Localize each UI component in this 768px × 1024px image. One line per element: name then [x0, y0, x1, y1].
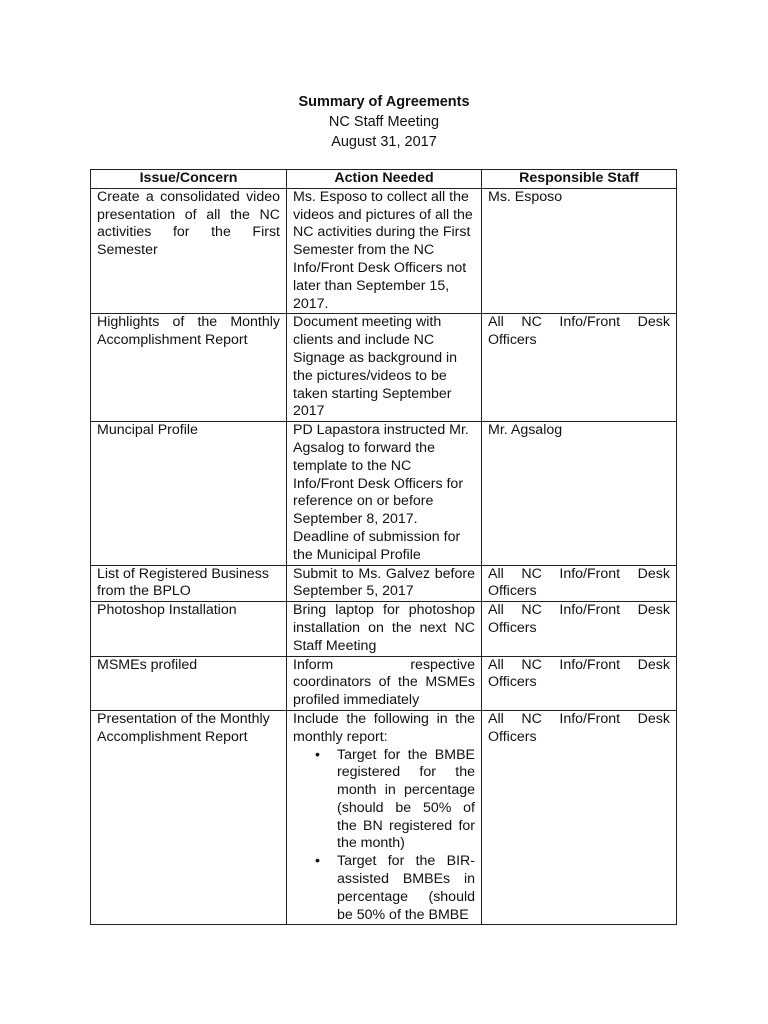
document-header [0, 92, 768, 152]
agreements-table [90, 169, 677, 925]
action-cell: Document meeting with clients and include NC Signage as background in the pictures/videos to be taken starting September 2017 [287, 314, 482, 422]
issue-cell: Muncipal Profile [91, 422, 287, 565]
staff-cell: All NC Info/Front Desk Officers [482, 710, 677, 925]
bullet-text: Target for the BMBE registered for the month in percentage (should be 50% of the BN registered for the month) [337, 746, 475, 852]
column-header-issue: Issue/Concern [91, 170, 287, 189]
staff-cell: Ms. Esposo [482, 188, 677, 314]
table-row [91, 710, 677, 925]
table-header-row [91, 170, 677, 189]
action-intro: Include the following in the monthly report: [293, 710, 475, 745]
column-header-staff: Responsible Staff [482, 170, 677, 189]
issue-cell: Highlights of the Monthly Accomplishment Report [91, 314, 287, 422]
column-header-action: Action Needed [287, 170, 482, 189]
staff-cell: All NC Info/Front Desk Officers [482, 602, 677, 656]
document-title: Summary of Agreements [298, 94, 470, 110]
table-row [91, 314, 677, 422]
table-row [91, 656, 677, 710]
bullet-icon: • [315, 853, 320, 870]
table-row [91, 565, 677, 602]
staff-cell: All NC Info/Front Desk Officers [482, 565, 677, 602]
action-cell: Bring laptop for photoshop installation on the next NC Staff Meeting [287, 602, 482, 656]
bullet-icon: • [315, 746, 320, 763]
action-cell: PD Lapastora instructed Mr. Agsalog to forward the template to the NC Info/Front Desk Officers for reference on or before September 8, 2017. Deadline of submission for the Municipal Profile [287, 422, 482, 565]
action-bullet-item [315, 746, 475, 854]
table-row [91, 422, 677, 565]
issue-cell: Create a consolidated video presentation of all the NC activities for the First Semester [91, 188, 287, 314]
bullet-text: Target for the BIR-assisted BMBEs in percentage (should be 50% of the BMBE [337, 853, 475, 923]
staff-cell: Mr. Agsalog [482, 422, 677, 565]
table-row [91, 602, 677, 656]
staff-cell: All NC Info/Front Desk Officers [482, 656, 677, 710]
action-cell [287, 710, 482, 925]
action-bullet-list [293, 747, 475, 925]
action-bullet-item [315, 853, 475, 924]
issue-cell: MSMEs profiled [91, 656, 287, 710]
action-cell: Inform respective coordinators of the MSMEs profiled immediately [287, 656, 482, 710]
issue-cell: List of Registered Business from the BPLO [91, 565, 287, 602]
table-row [91, 188, 677, 314]
meeting-date: August 31, 2017 [331, 134, 437, 150]
meeting-name: NC Staff Meeting [328, 114, 440, 130]
issue-cell: Photoshop Installation [91, 602, 287, 656]
action-cell: Ms. Esposo to collect all the videos and pictures of all the NC activities during the First Semester from the NC Info/Front Desk Officers not later than September 15, 2017. [287, 188, 482, 314]
action-cell: Submit to Ms. Galvez before September 5, 2017 [287, 565, 482, 602]
issue-cell: Presentation of the Monthly Accomplishment Report [91, 710, 287, 925]
staff-cell: All NC Info/Front Desk Officers [482, 314, 677, 422]
